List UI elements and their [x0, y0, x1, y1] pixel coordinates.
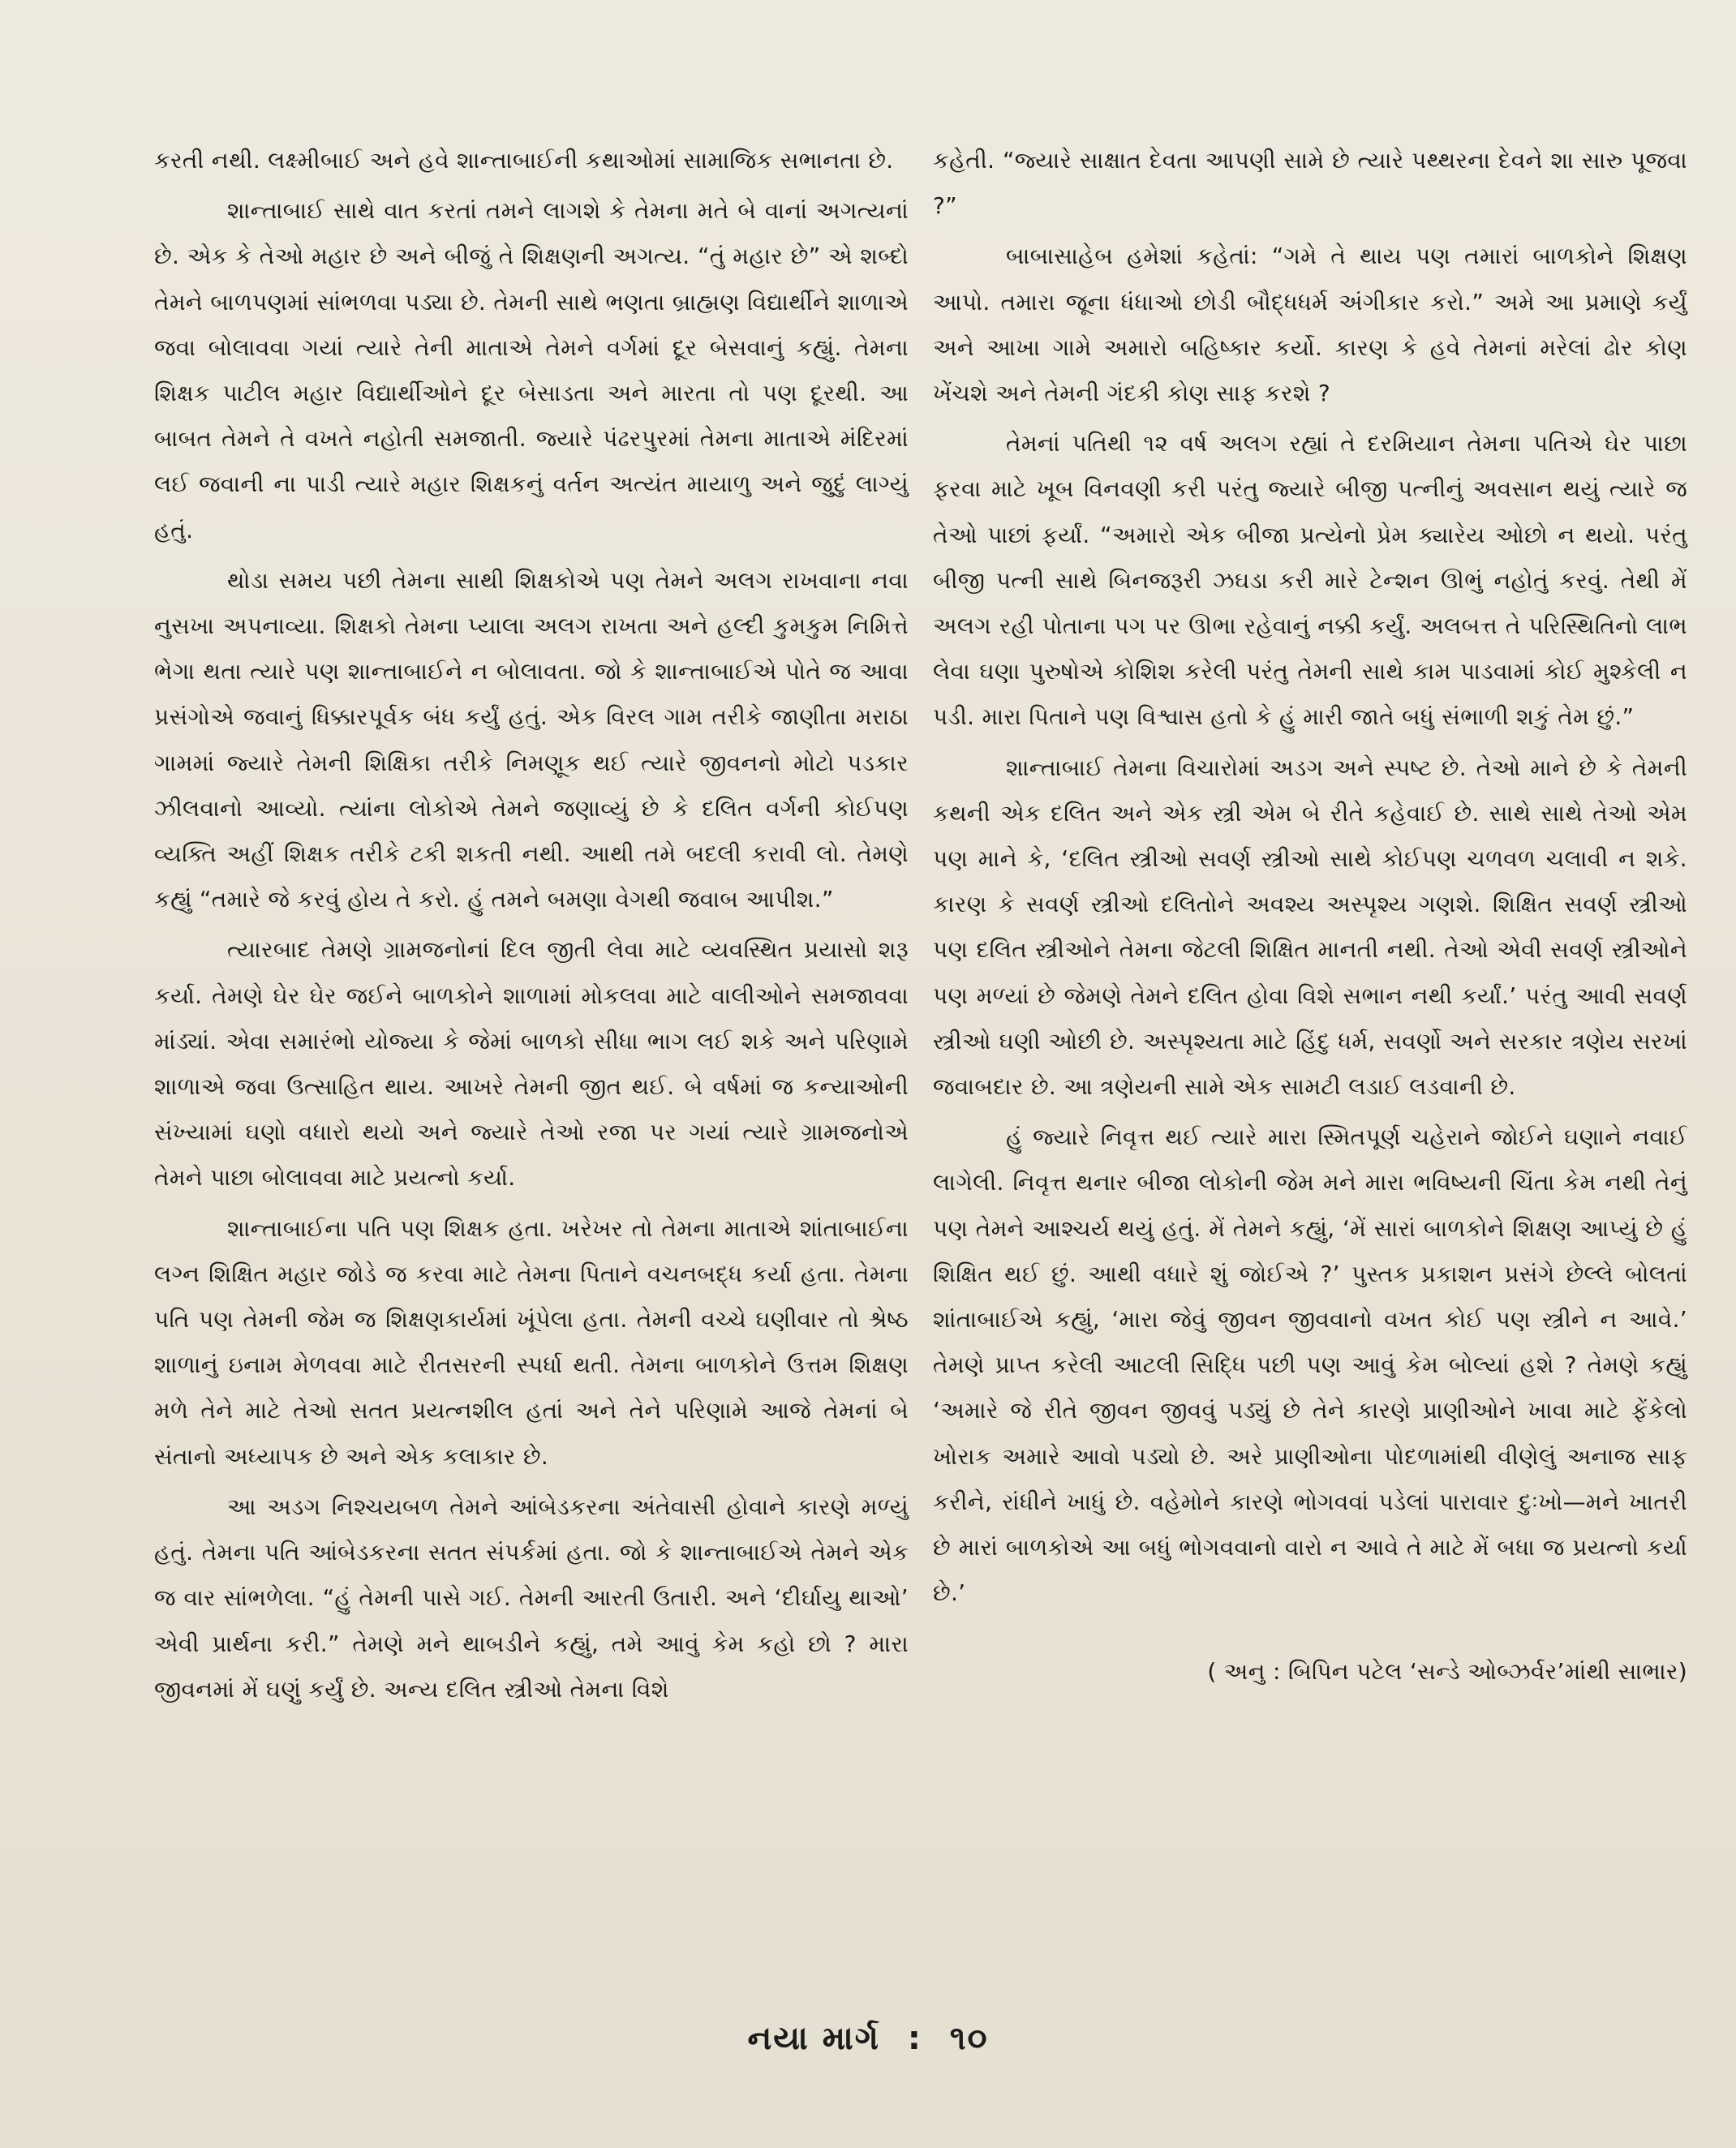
paragraph: હું જ્યારે નિવૃત્ત થઈ ત્યારે મારા સ્મિતપૂર્ણ ચહેરાને જોઈને ઘણાને નવાઈ લાગેલી. નિવૃત્ત થનાર બીજા લોકોની જેમ મને મારા ભવિષ્યની ચિંતા કેમ નથી તેનું પણ તેમને આશ્ચર્ય થયું હતું. મેં તેમને કહ્યું, ‘મેં સારાં બાળકોને શિક્ષણ આપ્યું છે હું શિક્ષિત થઈ છું. આથી વધારે શું જોઈએ ?’ પુસ્તક પ્રકાશન પ્રસંગે છેલ્લે બોલતાં શાંતાબાઈએ કહ્યું, ‘મારા જેવું જીવન જીવવાનો વખત કોઈ પણ સ્ત્રીને ન આવે.’ તેમણે પ્રાપ્ત કરેલી આટલી સિદ્ધિ પછી પણ આવું કેમ બોલ્યાં હશે ? તેમણે કહ્યું ‘અમારે જે રીતે જીવન જીવવું પડ્યું છે તેને કારણે પ્રાણીઓને ખાવા માટે ફેંકેલો ખોરાક અમારે આવો પડ્યો છે. અરે પ્રાણીઓના પોદળામાંથી વીણેલું અનાજ સાફ કરીને, રાંધીને ખાધું છે. વહેમોને કારણે ભોગવવાં પડેલાં પારાવાર દુઃખો—મને ખાતરી છે મારાં બાળકોએ આ બધું ભોગવવાનો વારો ન આવે તે માટે મેં બધા જ પ્રયત્નો કર્યા છે.’: [933, 1123, 1687, 1607]
magazine-name: નયા માર્ગ: [747, 2020, 880, 2057]
footer-separator: :: [907, 2020, 922, 2057]
page-footer: [0, 2020, 1736, 2057]
paragraph: ત્યારબાદ તેમણે ગ્રામજનોનાં દિલ જીતી લેવા માટે વ્યવસ્થિત પ્રયાસો શરૂ કર્યા. તેમણે ઘેર ઘેર જઈને બાળકોને શાળામાં મોકલવા માટે વાલીઓને સમજાવવા માંડ્યાં. એવા સમારંભો યોજ્યા કે જેમાં બાળકો સીધા ભાગ લઈ શકે અને પરિણામે શાળાએ જવા ઉત્સાહિત થાય. આખરે તેમની જીત થઈ. બે વર્ષમાં જ કન્યાઓની સંખ્યામાં ઘણો વધારો થયો અને જ્યારે તેઓ રજા પર ગયાં ત્યારે ગ્રામજનોએ તેમને પાછા બોલાવવા માટે પ્રયત્નો કર્યા.: [154, 936, 909, 1192]
paragraph: કરતી નથી. લક્ષ્મીબાઈ અને હવે શાન્તાબાઈની કથાઓમાં સામાજિક સભાનતા છે.: [154, 147, 894, 174]
paragraph: શાન્તાબાઈ સાથે વાત કરતાં તમને લાગશે કે તેમના મતે બે વાનાં અગત્યનાં છે. એક કે તેઓ મહાર છે અને બીજું તે શિક્ષણની અગત્ય. “તું મહાર છે” એ શબ્દો તેમને બાળપણમાં સાંભળવા પડ્યા છે. તેમની સાથે ભણતા બ્રાહ્મણ વિદ્યાર્થીને શાળાએ જવા બોલાવવા ગયાં ત્યારે તેની માતાએ તેમને વર્ગમાં દૂર બેસવાનું કહ્યું. તેમના શિક્ષક પાટીલ મહાર વિદ્યાર્થીઓને દૂર બેસાડતા અને મારતા તો પણ દૂરથી. આ બાબત તેમને તે વખતે નહોતી સમજાતી. જ્યારે પંઢરપુરમાં તેમના માતાએ મંદિરમાં લઈ જવાની ના પાડી ત્યારે મહાર શિક્ષકનું વર્તન અત્યંત માયાળુ અને જુદું લાગ્યું હતું.: [154, 197, 909, 543]
paragraph: બાબાસાહેબ હમેશાં કહેતાં: “ગમે તે થાય પણ તમારાં બાળકોને શિક્ષણ આપો. તમારા જૂના ધંધાઓ છોડી બૌદ્ધધર્મ અંગીકાર કરો.” અમે આ પ્રમાણે કર્યું અને આખા ગામે અમારો બહિષ્કાર કર્યો. કારણ કે હવે તેમનાં મરેલાં ઢોર કોણ ખેંચશે અને તેમની ગંદકી કોણ સાફ કરશે ?: [933, 243, 1687, 407]
right-column: [933, 138, 1687, 1699]
paragraph: થોડા સમય પછી તેમના સાથી શિક્ષકોએ પણ તેમને અલગ રાખવાના નવા નુસખા અપનાવ્યા. શિક્ષકો તેમના પ્યાલા અલગ રાખતા અને હલ્દી કુમકુમ નિમિત્તે ભેગા થતા ત્યારે પણ શાન્તાબાઈને ન બોલાવતા. જો કે શાન્તાબાઈએ પોતે જ આવા પ્રસંગોએ જવાનું ધિક્કારપૂર્વક બંધ કર્યું હતું. એક વિરલ ગામ તરીકે જાણીતા મરાઠા ગામમાં જ્યારે તેમની શિક્ષિકા તરીકે નિમણૂક થઈ ત્યારે જીવનનો મોટો પડકાર ઝીલવાનો આવ્યો. ત્યાંના લોકોએ તેમને જણાવ્યું છે કે દલિત વર્ગની કોઈપણ વ્યક્તિ અહીં શિક્ષક તરીકે ટકી શકતી નથી. આથી તમે બદલી કરાવી લો. તેમણે કહ્યું “તમારે જે કરવું હોય તે કરો. હું તમને બમણા વેગથી જવાબ આપીશ.”: [154, 566, 909, 913]
paragraph: આ અડગ નિશ્ચયબળ તેમને આંબેડકરના અંતેવાસી હોવાને કારણે મળ્યું હતું. તેમના પતિ આંબેડકરના સતત સંપર્કમાં હતા. જો કે શાન્તાબાઈએ તેમને એક જ વાર સાંભળેલા. “હું તેમની પાસે ગઈ. તેમની આરતી ઉતારી. અને ‘દીર્ઘાયુ થાઓ’ એવી પ્રાર્થના કરી.” તેમણે મને થાબડીને કહ્યું, તમે આવું કેમ કહો છો ? મારા જીવનમાં મેં ઘણું કર્યું છે. અન્ય દલિત સ્ત્રીઓ તેમના વિશે: [154, 1493, 909, 1703]
left-column: [154, 138, 909, 1717]
paragraph: તેમનાં પતિથી ૧૨ વર્ષ અલગ રહ્યાં તે દરમિયાન તેમના પતિએ ઘેર પાછા ફરવા માટે ખૂબ વિનવણી કરી પરંતુ જ્યારે બીજી પત્નીનું અવસાન થયું ત્યારે જ તેઓ પાછાં ફર્યાં. “અમારો એક બીજા પ્રત્યેનો પ્રેમ ક્યારેય ઓછો ન થયો. પરંતુ બીજી પત્ની સાથે બિનજરૂરી ઝઘડા કરી મારે ટેન્શન ઊભું નહોતું કરવું. તેથી મેં અલગ રહી પોતાના પગ પર ઊભા રહેવાનું નક્કી કર્યું. અલબત્ત તે પરિસ્થિતિનો લાભ લેવા ઘણા પુરુષોએ કોશિશ કરેલી પરંતુ તેમની સાથે કામ પાડવામાં કોઈ મુશ્કેલી ન પડી. મારા પિતાને પણ વિશ્વાસ હતો કે હું મારી જાતે બધું સંભાળી શકું તેમ છું.”: [933, 430, 1687, 731]
paragraph: શાન્તાબાઈ તેમના વિચારોમાં અડગ અને સ્પષ્ટ છે. તેઓ માને છે કે તેમની કથની એક દલિત અને એક સ્ત્રી એમ બે રીતે કહેવાઈ છે. સાથે સાથે તેઓ એમ પણ માને કે, ‘દલિત સ્ત્રીઓ સવર્ણ સ્ત્રીઓ સાથે કોઈપણ ચળવળ ચલાવી ન શકે. કારણ કે સવર્ણ સ્ત્રીઓ દલિતોને અવશ્ય અસ્પૃશ્ય ગણશે. શિક્ષિત સવર્ણ સ્ત્રીઓ પણ દલિત સ્ત્રીઓને તેમના જેટલી શિક્ષિત માનતી નથી. તેઓ એવી સવર્ણ સ્ત્રીઓને પણ મળ્યાં છે જેમણે તેમને દલિત હોવા વિશે સભાન નથી કર્યાં.’ પરંતુ આવી સવર્ણ સ્ત્રીઓ ઘણી ઓછી છે. અસ્પૃશ્યતા માટે હિંદુ ધર્મ, સવર્ણો અને સરકાર ત્રણેય સરખાં જવાબદાર છે. આ ત્રણેયની સામે એક સામટી લડાઈ લડવાની છે.: [933, 754, 1687, 1101]
translation-credit: ( અનુ : બિપિન પટેલ ‘સન્ડે ઓબ્ઝર્વર’માંથી સાભાર): [1207, 1657, 1687, 1685]
paragraph: કહેતી. “જ્યારે સાક્ષાત દેવતા આપણી સામે છે ત્યારે પથ્થરના દેવને શા સારુ પૂજવા ?”: [933, 147, 1687, 220]
paragraph: શાન્તાબાઈના પતિ પણ શિક્ષક હતા. ખરેખર તો તેમના માતાએ શાંતાબાઈના લગ્ન શિક્ષિત મહાર જોડે જ કરવા માટે તેમના પિતાને વચનબદ્ધ કર્યા હતા. તેમના પતિ પણ તેમની જેમ જ શિક્ષણકાર્યમાં ખૂંપેલા હતા. તેમની વચ્ચે ઘણીવાર તો શ્રેષ્ઠ શાળાનું ઇનામ મેળવવા માટે રીતસરની સ્પર્ધા થતી. તેમના બાળકોને ઉત્તમ શિક્ષણ મળે તેને માટે તેઓ સતત પ્રયત્નશીલ હતાં અને તેને પરિણામે આજે તેમનાં બે સંતાનો અધ્યાપક છે અને એક કલાકાર છે.: [154, 1214, 909, 1470]
page-number: ૧૦: [949, 2020, 989, 2057]
